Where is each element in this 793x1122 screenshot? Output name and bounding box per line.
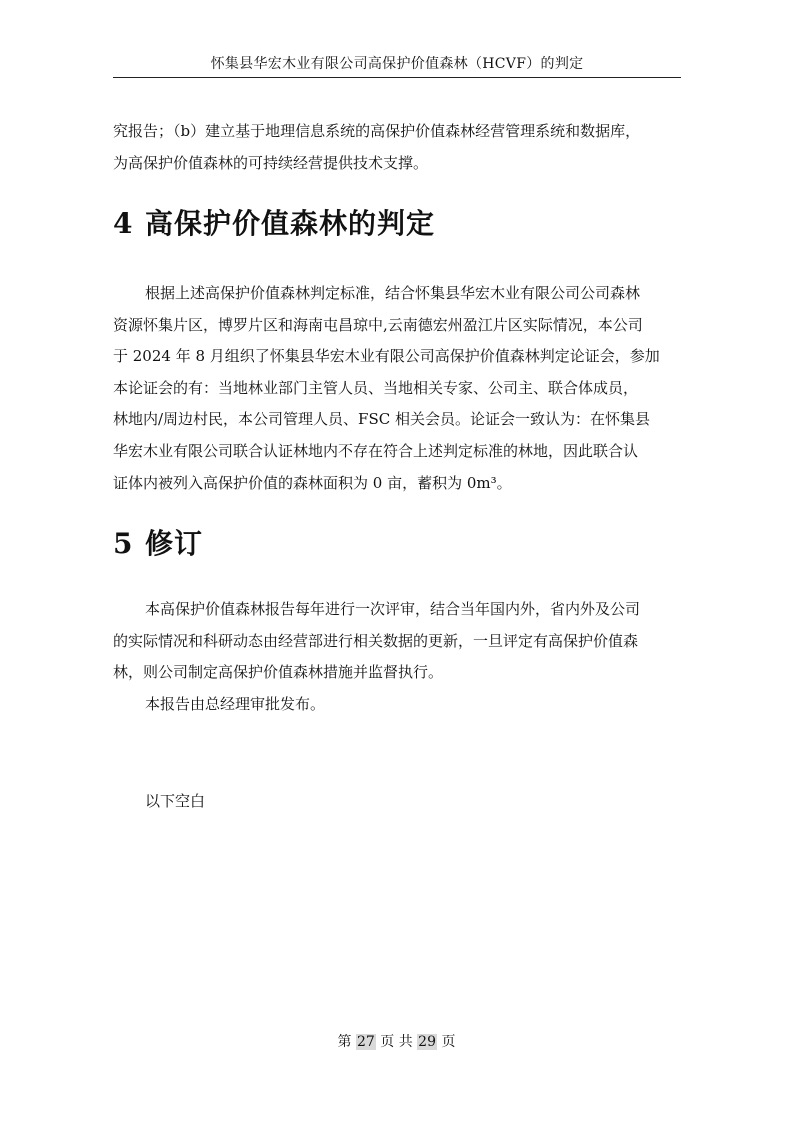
- section-5-paragraph: [113, 594, 683, 720]
- paragraph-line: 本论证会的有：当地林业部门主管人员、当地相关专家、公司主、联合体成员，: [113, 378, 639, 397]
- paragraph-line: 证体内被列入高保护价值的森林面积为 0 亩，蓄积为 0m³。: [113, 473, 512, 492]
- section-title: 高保护价值森林的判定: [145, 207, 436, 240]
- paragraph-line: 本高保护价值森林报告每年进行一次评审，结合当年国内外，省内外及公司: [145, 600, 641, 618]
- paragraph-line: 根据上述高保护价值森林判定标准，结合怀集县华宏木业有限公司公司森林: [145, 284, 641, 302]
- paragraph-line: 资源怀集片区，博罗片区和海南屯昌琼中,云南德宏州盈江片区实际情况，本公司: [113, 315, 643, 334]
- section-5-heading: [113, 526, 203, 562]
- blank-note-paragraph: [113, 786, 683, 818]
- paragraph-line: 为高保护价值森林的可持续经营提供技术支撑。: [113, 153, 429, 172]
- section-4-paragraph: [113, 278, 683, 499]
- paragraph-line: 林，则公司制定高保护价值森林措施并监督执行。: [113, 663, 444, 682]
- approval-line: 本报告由总经理审批发布。: [145, 694, 326, 713]
- section-number: 5: [113, 527, 134, 560]
- header-rule: [113, 77, 681, 78]
- total-pages-number: 29: [418, 1034, 436, 1050]
- blank-note: 以下空白: [145, 792, 206, 810]
- page-footer: [0, 1032, 793, 1052]
- footer-suffix: 页: [441, 1034, 456, 1050]
- paragraph-line: 的实际情况和科研动态由经营部进行相关数据的更新，一旦评定有高保护价值森: [113, 631, 639, 650]
- section-title: 修订: [145, 527, 204, 560]
- running-header: 怀集县华宏木业有限公司高保护价值森林（HCVF）的判定: [210, 56, 584, 72]
- paragraph-line: 华宏木业有限公司联合认证林地内不存在符合上述判定标准的林地，因此联合认: [113, 441, 639, 460]
- footer-middle: 页 共: [380, 1034, 413, 1050]
- paragraph-line: 于 2024 年 8 月组织了怀集县华宏木业有限公司高保护价值森林判定论证会，参加: [113, 347, 660, 366]
- continuation-paragraph: [113, 116, 683, 179]
- section-4-heading: [113, 206, 435, 242]
- paragraph-line: 林地内/周边村民，本公司管理人员、FSC 相关会员。论证会一致认为：在怀集县: [113, 410, 650, 429]
- current-page-number: 27: [356, 1034, 375, 1050]
- section-number: 4: [113, 207, 134, 240]
- footer-prefix: 第: [337, 1034, 352, 1050]
- paragraph-line: 究报告；（b）建立基于地理信息系统的高保护价值森林经营管理系统和数据库，: [113, 122, 641, 140]
